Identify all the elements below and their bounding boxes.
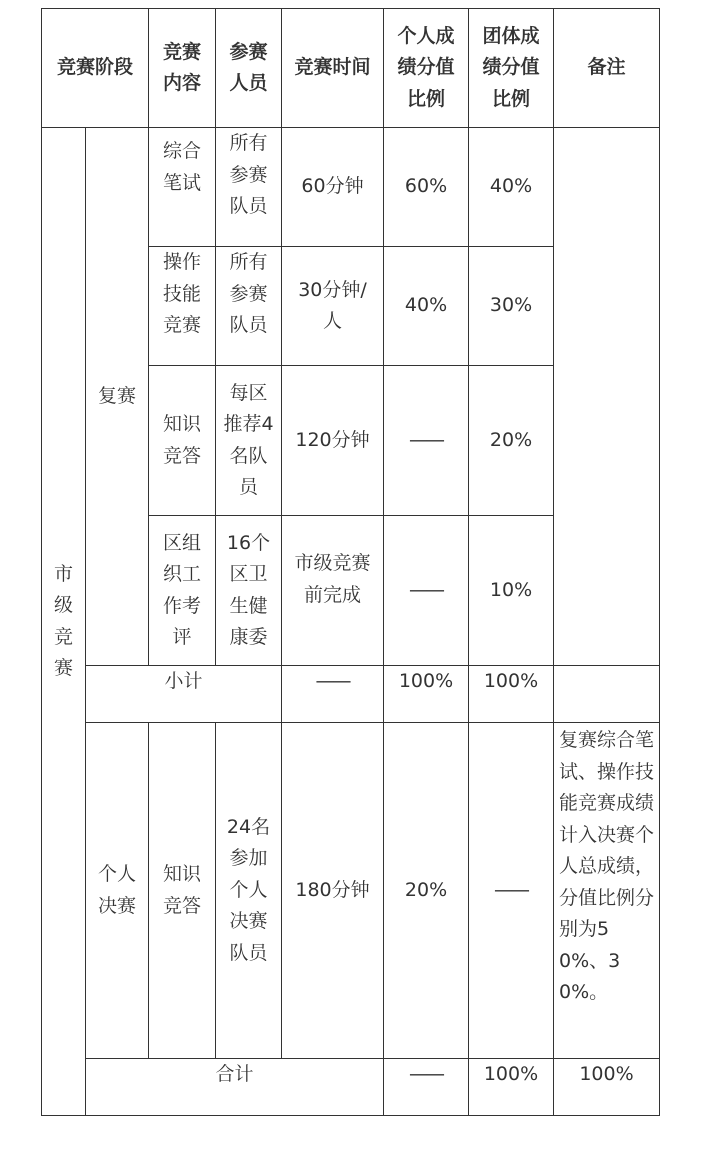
subtotal-label: 小计 — [86, 666, 282, 723]
content-cell: 综合笔试 — [149, 128, 216, 247]
header-team-ratio: 团体成绩分值比例 — [469, 9, 554, 128]
header-stage: 竞赛阶段 — [42, 9, 149, 128]
subtotal-row — [42, 666, 660, 723]
total-row — [42, 1059, 660, 1116]
individual-ratio-cell: 60% — [384, 128, 469, 247]
total-label: 合计 — [86, 1059, 384, 1116]
header-notes: 备注 — [554, 9, 660, 128]
participants-cell: 所有参赛队员 — [216, 247, 282, 366]
final-content: 知识竞答 — [149, 723, 216, 1059]
total-individual: 100% — [469, 1059, 554, 1116]
semifinal-cell: 复赛 — [86, 128, 149, 666]
header-time: 竞赛时间 — [282, 9, 384, 128]
table-row — [42, 128, 660, 247]
time-cell: 60分钟 — [282, 128, 384, 247]
total-team: 100% — [554, 1059, 660, 1116]
final-row — [42, 723, 660, 1059]
team-ratio-cell: 30% — [469, 247, 554, 366]
team-ratio-cell: 10% — [469, 516, 554, 666]
participants-cell: 每区推荐4名队员 — [216, 366, 282, 516]
header-row — [42, 9, 660, 128]
competition-table — [41, 8, 660, 1116]
time-cell: 120分钟 — [282, 366, 384, 516]
notes-cell-empty — [554, 128, 660, 666]
final-time: 180分钟 — [282, 723, 384, 1059]
individual-ratio-cell: 40% — [384, 247, 469, 366]
team-ratio-cell: 40% — [469, 128, 554, 247]
final-individual: 20% — [384, 723, 469, 1059]
subtotal-team: 100% — [469, 666, 554, 723]
subtotal-individual: 100% — [384, 666, 469, 723]
participants-cell: 所有参赛队员 — [216, 128, 282, 247]
time-cell: 30分钟/人 — [282, 247, 384, 366]
team-ratio-cell: 20% — [469, 366, 554, 516]
subtotal-time: —— — [282, 666, 384, 723]
header-individual-ratio: 个人成绩分值比例 — [384, 9, 469, 128]
time-cell: 市级竞赛前完成 — [282, 516, 384, 666]
stage-city-cell: 市级竞赛 — [42, 128, 86, 1116]
header-content: 竞赛内容 — [149, 9, 216, 128]
header-participants: 参赛人员 — [216, 9, 282, 128]
final-notes: 复赛综合笔试、操作技能竞赛成绩计入决赛个人总成绩，分值比例分别为50%、30%。 — [554, 723, 660, 1059]
content-cell: 区组织工作考评 — [149, 516, 216, 666]
individual-ratio-cell: —— — [384, 366, 469, 516]
final-label: 个人决赛 — [86, 723, 149, 1059]
content-cell: 操作技能竞赛 — [149, 247, 216, 366]
participants-cell: 16个区卫生健康委 — [216, 516, 282, 666]
subtotal-notes-empty — [554, 666, 660, 723]
content-cell: 知识竞答 — [149, 366, 216, 516]
total-time: —— — [384, 1059, 469, 1116]
final-team: —— — [469, 723, 554, 1059]
final-participants: 24名参加个人决赛队员 — [216, 723, 282, 1059]
individual-ratio-cell: —— — [384, 516, 469, 666]
